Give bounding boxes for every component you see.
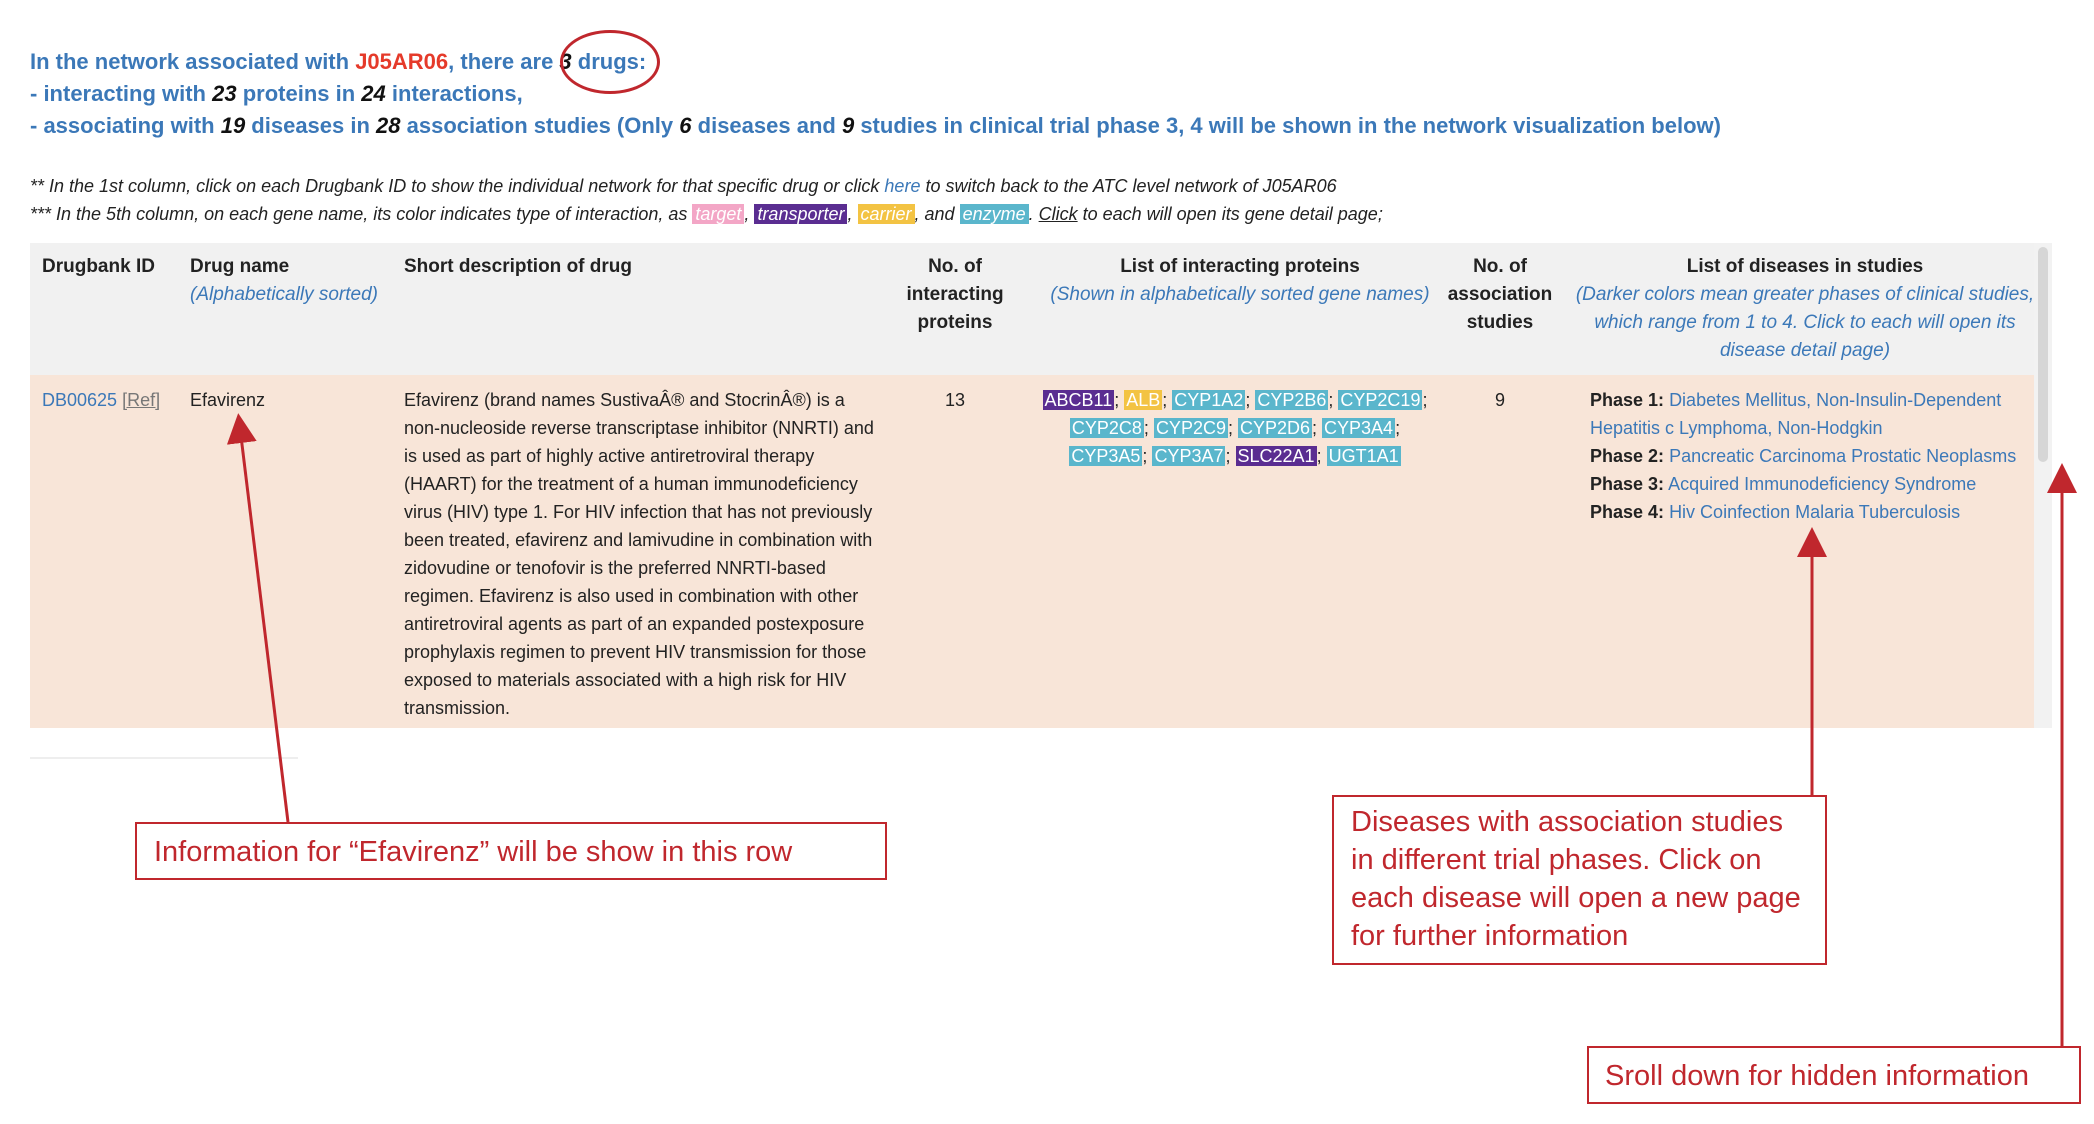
phase-2-diseases[interactable]: Pancreatic Carcinoma Prostatic Neoplasms [1669,446,2017,466]
note-text: . [1028,204,1039,224]
gene-chip-alb[interactable]: ALB [1126,390,1161,410]
header-drug-name: Drug name (Alphabetically sorted) [190,256,378,305]
gene-chip-abcb11[interactable]: ABCB11 [1044,390,1113,410]
study-count: 28 [376,113,401,138]
note-text: , [847,204,858,224]
summary-text: In the network associated with [30,49,356,74]
gene-separator: ; [1225,446,1236,466]
phase-3-diseases[interactable]: Acquired Immunodeficiency Syndrome [1668,474,1977,494]
gene-chip-cyp3a4[interactable]: CYP3A4 [1324,418,1394,438]
gene-chip-cyp2d6[interactable]: CYP2D6 [1239,418,1311,438]
summary-text: diseases in [245,113,377,138]
click-text: Click [1038,204,1078,224]
gene-separator: ; [1316,446,1327,466]
interaction-count: 24 [361,81,386,106]
gene-chip-cyp3a5[interactable]: CYP3A5 [1071,446,1141,466]
header-num-proteins: No. of interacting proteins [906,256,1004,333]
phase-1-row: Phase 1: Diabetes Mellitus, Non-Insulin-Dependent Hepatitis c Lymphoma, Non-Hodgkin [1590,390,2002,438]
note-text: , and [914,204,960,224]
header-num-studies: No. of association studies [1447,256,1553,333]
gene-separator: ; [1142,446,1153,466]
callout-diseases-info: Diseases with association studies in different trial phases. Click on each disease will open a new page for further information [1332,795,1827,965]
gene-separator: ; [1114,390,1125,410]
header-diseases: List of diseases in studies (Darker colors mean greater phases of clinical studies, which range from 1 to 4. Click to each will open its disease detail page) [1575,256,2035,361]
legend-target-chip: target [692,204,744,224]
note-text: to switch back to the ATC level network of J05AR06 [920,176,1337,196]
gene-separator: ; [1143,418,1154,438]
gene-separator: ; [1422,390,1428,410]
arrow-row-info [240,428,288,822]
gene-separator: ; [1245,390,1256,410]
gene-chip-cyp1a2[interactable]: CYP1A2 [1174,390,1244,410]
summary-text: - interacting with [30,81,213,106]
header-description: Short description of drug [404,256,632,277]
num-proteins-cell: 13 [944,390,966,410]
gene-chip-cyp2c19[interactable]: CYP2C19 [1340,390,1421,410]
header-proteins: List of interacting proteins (Shown in alphabetically sorted gene names) [1050,256,1430,305]
header-drugbank-id: Drugbank ID [42,256,155,277]
summary-text: proteins in [236,81,362,106]
gene-separator: ; [1395,418,1401,438]
gene-chip-ugt1a1[interactable]: UGT1A1 [1328,446,1399,466]
summary-text: , there are [448,49,560,74]
drug-name-cell: Efavirenz [190,390,266,410]
gene-separator: ; [1328,390,1339,410]
note-text: to each will open its gene detail page; [1077,204,1383,224]
num-studies-cell: 9 [1494,390,1505,410]
phase-3-row: Phase 3: Acquired Immunodeficiency Syndrome [1590,474,1977,494]
gene-chip-slc22a1[interactable]: SLC22A1 [1237,446,1315,466]
summary-text: interactions, [385,81,523,106]
gene-separator: ; [1162,390,1173,410]
summary-text: drugs: [571,49,647,74]
legend-carrier-chip: carrier [858,204,915,224]
drug-count: 3 [559,49,572,74]
shown-disease-count: 6 [679,113,692,138]
gene-chip-cyp2b6[interactable]: CYP2B6 [1257,390,1327,410]
shown-study-count: 9 [841,113,855,138]
protein-count: 23 [212,81,237,106]
description-cell: Efavirenz (brand names SustivaÂ® and StocrinÂ®) is a non-nucleoside reverse transcriptase inhibitor (NNRTI) and is used as part of highly active antiretroviral therapy (HAART) for the treatment of a human immunodeficiency virus (HIV) type 1. For HIV infection that has not previously been treated, efavirenz and lamivudine in combination with zidovudine or tenofovir is the preferred NNRTI-based regimen. Efavirenz is also used in combination with other antiretroviral agents as part of an expanded postexposure prophylaxis regimen to prevent HIV transmission for those exposed to materials associated with a high risk for HIV transmission. [404,390,874,718]
gene-chip-cyp2c8[interactable]: CYP2C8 [1071,418,1142,438]
gene-separator: ; [1312,418,1323,438]
summary-text: - associating with [30,113,221,138]
phase-1-diseases[interactable]: Diabetes Mellitus, Non-Insulin-Dependent Hepatitis c Lymphoma, Non-Hodgkin [1590,390,2002,438]
note-text: *** In the 5th column, on each gene name, its color indicates type of interaction, as [30,204,693,224]
note-text: ** In the 1st column, click on each Drugbank ID to show the individual network for that specific drug or click [30,176,885,196]
phase-4-row: Phase 4: Hiv Coinfection Malaria Tuberculosis [1590,502,1961,522]
disease-count: 19 [220,113,246,138]
gene-chip-cyp2c9[interactable]: CYP2C9 [1155,418,1226,438]
phase-4-diseases[interactable]: Hiv Coinfection Malaria Tuberculosis [1669,502,1961,522]
gene-separator: ; [1227,418,1238,438]
atc-code: J05AR06 [355,49,449,74]
drugbank-id-link[interactable]: DB00625 [42,390,118,410]
summary-text: diseases and [691,113,842,138]
legend-enzyme-chip: enzyme [960,204,1029,224]
note-text: , [744,204,755,224]
legend-transporter-chip: transporter [754,204,847,224]
callout-scroll-info: Sroll down for hidden information [1587,1046,2081,1104]
ref-link[interactable]: [Ref] [122,390,161,410]
gene-chip-cyp3a7[interactable]: CYP3A7 [1154,446,1224,466]
summary-text: studies in clinical trial phase 3, 4 will be shown in the network visualization below) [854,113,1721,138]
callout-row-info: Information for “Efavirenz” will be show in this row [135,822,887,880]
summary-text: association studies (Only [400,113,680,138]
atc-network-link[interactable]: here [884,176,921,196]
phase-2-row: Phase 2: Pancreatic Carcinoma Prostatic Neoplasms [1590,446,2017,466]
